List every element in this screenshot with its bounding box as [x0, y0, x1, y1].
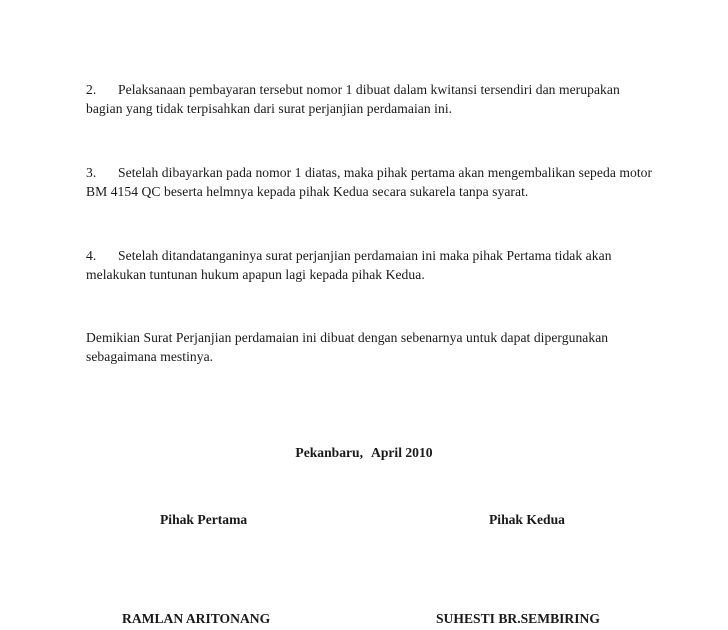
clause-number: 4.: [86, 248, 97, 263]
clause-text: Pelaksanaan pembayaran tersebut nomor 1 dibuat dalam kwitansi tersendiri dan merupakan bagian yang tidak terpisahkan dari surat perjanjian perdamaian ini.: [86, 82, 620, 116]
place-and-date: [0, 443, 728, 462]
first-party-name: RAMLAN ARITONANG: [122, 611, 271, 626]
closing-statement: Demikian Surat Perjanjian perdamaian ini dibuat dengan sebenarnya untuk dapat dipergunakan sebagaimana mestinya.: [86, 330, 609, 364]
clause-text: Setelah ditandatanganinya surat perjanjian perdamaian ini maka pihak Pertama tidak akan melakukan tuntunan hukum apapun lagi kepada pihak Kedua.: [86, 248, 612, 282]
clause-number: 3.: [86, 165, 97, 180]
second-party-label: Pihak Kedua: [489, 512, 565, 527]
clause-4: [86, 246, 656, 284]
clause-number: 2.: [86, 82, 97, 97]
clause-text: Setelah dibayarkan pada nomor 1 diatas, maka pihak pertama akan mengembalikan sepeda motor BM 4154 QC beserta helmnya kepada pihak Kedua secara sukarela tanpa syarat.: [86, 165, 653, 199]
signing-place: Pekanbaru,: [295, 445, 364, 460]
clause-3: [86, 163, 656, 201]
second-party-name: SUHESTI BR.SEMBIRING: [436, 611, 600, 626]
first-party-label: Pihak Pertama: [160, 512, 248, 527]
clause-2: [86, 80, 656, 118]
signing-date: April 2010: [371, 445, 433, 460]
